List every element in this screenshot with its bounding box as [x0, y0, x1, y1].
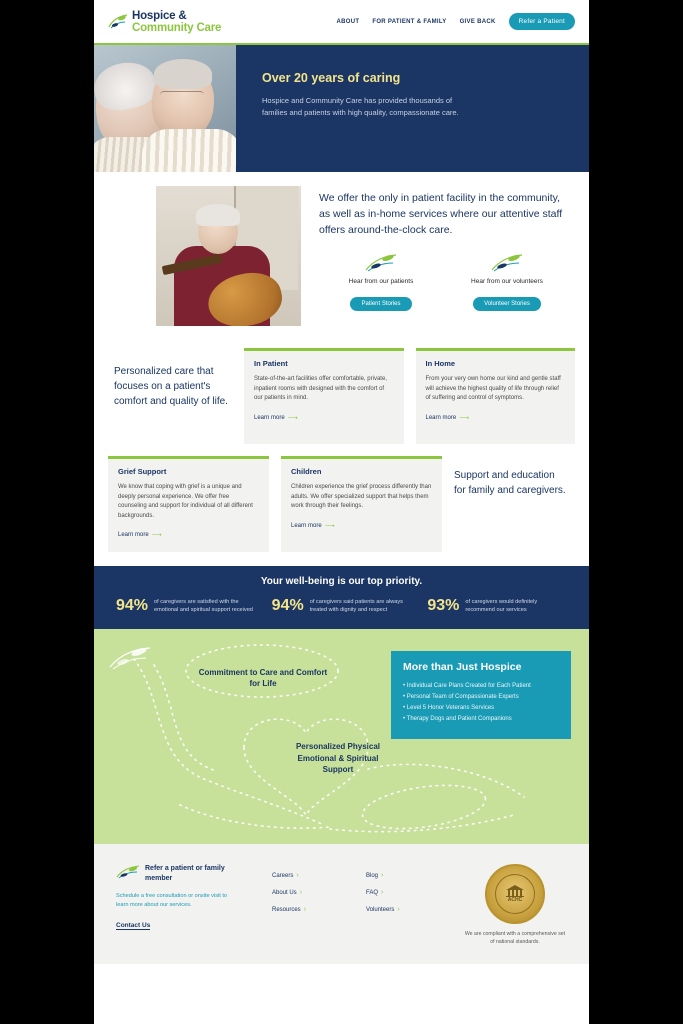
site-header [94, 0, 589, 45]
more-than-just-hospice-box [391, 651, 571, 739]
refer-a-patient-button[interactable]: Refer a Patient [509, 13, 575, 30]
hero-photo-elderly-couple [94, 45, 236, 172]
hero-copy [236, 45, 589, 172]
box-title: More than Just Hospice [403, 661, 522, 673]
seal-inner [495, 874, 535, 914]
card-body: Children experience the grief process differently than adults. We offer specialized support that helps them work through their feelings. [291, 484, 432, 509]
arrow-right-icon: ⟶ [287, 414, 298, 422]
volunteer-stories-label: Hear from our volunteers [471, 278, 543, 285]
logo-line-1: Hospice & [132, 9, 187, 22]
learn-more-label: Learn more [254, 414, 285, 421]
intro-cta-row [319, 252, 573, 311]
footer-refer-note: Schedule a free consultation or onsite visit to learn more about our services. [116, 893, 228, 908]
chevron-right-icon: › [381, 872, 384, 879]
card-body: From your very own home our kind and gentle staff will achieve the highest quality of life through relief of suffering and control of symptoms. [425, 376, 561, 401]
stat-text: of caregivers are satisfied with the emotional and spiritual support received [154, 599, 253, 613]
learn-more-label: Learn more [291, 522, 322, 529]
leaf-swoosh-icon [108, 645, 152, 676]
contact-us-link[interactable]: Contact Us [116, 922, 151, 929]
footer-link-label: FAQ [366, 889, 379, 896]
intro-text-block [319, 186, 573, 326]
arrow-right-icon: ⟶ [459, 414, 470, 422]
logo-line-2: Community Care [132, 21, 222, 34]
nav-item-for-patient-and-family[interactable]: FOR PATIENT & FAMILY [372, 18, 447, 25]
learn-more-link[interactable] [118, 531, 162, 539]
footer-refer-title: Refer a patient or family member [145, 865, 225, 882]
stats-title: Your well-being is our top priority. [260, 576, 423, 587]
footer-link-faq[interactable] [366, 889, 432, 896]
card-title: Children [291, 467, 322, 476]
card-in-patient[interactable] [244, 348, 404, 444]
card-title: Grief Support [118, 467, 167, 476]
stat-value: 94% [271, 597, 304, 614]
box-list-item: • Level 5 Honor Veterans Services [403, 703, 559, 714]
seal-text: ACHC [507, 897, 523, 903]
footer-link-blog[interactable] [366, 872, 432, 879]
card-title: In Patient [254, 359, 288, 368]
site-logo[interactable] [108, 10, 221, 34]
chevron-right-icon: › [299, 889, 303, 896]
learn-more-label: Learn more [118, 532, 149, 538]
building-icon [505, 885, 525, 897]
card-in-home[interactable] [416, 348, 576, 444]
stat-text: of caregivers would definitely recommend our services [465, 599, 538, 613]
chevron-right-icon: › [397, 906, 400, 913]
learn-more-label: Learn more [425, 414, 457, 421]
stat-text: of caregivers said patients are always treated with dignity and respect [309, 599, 403, 613]
card-body: We know that coping with grief is a unique and deeply personal experience. We offer free counseling and support for individual of all different backgrounds. [118, 484, 253, 519]
nav-item-about[interactable]: ABOUT [336, 18, 360, 25]
nav-item-give-back[interactable]: GIVE BACK [459, 18, 496, 25]
intro-photo-man-with-guitar [156, 186, 301, 326]
achc-seal-icon [485, 864, 545, 924]
site-footer [94, 844, 589, 964]
intro-section [94, 172, 589, 342]
care-section [94, 342, 589, 450]
card-title: In Home [425, 359, 456, 368]
stat-item [427, 597, 567, 615]
logo-text [132, 10, 221, 34]
hero-banner [94, 45, 589, 172]
learn-more-link[interactable] [426, 414, 470, 422]
stat-item [116, 597, 256, 615]
care-section-heading: Personalized care that focuses on a patient's comfort and quality of life. [114, 366, 228, 407]
card-grief-support[interactable] [108, 456, 269, 552]
volunteer-stories-button[interactable]: Volunteer Stories [473, 297, 541, 311]
footer-refer-column [116, 864, 236, 938]
hero-subtitle: Hospice and Community Care has provided thousands of families and patients with high quality, compassionate care. [262, 96, 459, 117]
arrow-right-icon: ⟶ [324, 522, 335, 530]
webpage-root [94, 0, 589, 1024]
stats-row [94, 597, 589, 615]
footer-link-label: About Us [272, 889, 297, 896]
box-list [403, 681, 559, 725]
stat-value: 93% [427, 597, 460, 614]
footer-accreditation [463, 864, 567, 945]
stats-section [94, 566, 589, 629]
leaf-swoosh-icon [116, 864, 140, 885]
footer-link-careers[interactable] [272, 872, 338, 879]
footer-link-resources[interactable] [272, 906, 338, 913]
footer-links-column-1 [272, 864, 338, 938]
volunteer-stories-cta [459, 252, 555, 311]
footer-link-label: Careers [272, 872, 294, 879]
footer-links-column-2 [366, 864, 432, 938]
learn-more-link[interactable] [291, 522, 335, 530]
chevron-right-icon: › [303, 906, 307, 913]
card-children[interactable] [281, 456, 442, 552]
main-navigation [337, 13, 575, 30]
hero-title: Over 20 years of caring [262, 71, 401, 85]
leaf-swoosh-icon [459, 252, 555, 274]
card-body: State-of-the-art facilities offer comfortable, private, inpatient rooms with designed with the comfort of our patients in mind. [254, 376, 387, 401]
leaf-swoosh-icon [333, 252, 429, 274]
seal-note: We are compliant with a comprehensive set of national standards. [464, 931, 566, 945]
arrow-right-icon: ⟶ [151, 532, 162, 539]
intro-heading: We offer the only in patient facility in the community, as well as in-home services where our attentive staff offers around-the-clock care. [319, 192, 563, 236]
learn-more-link[interactable] [254, 414, 298, 422]
patient-stories-label: Hear from our patients [348, 278, 414, 285]
green-graphic-section [94, 629, 589, 844]
green-text-personalized-support: Personalized Physical Emotional & Spiritual Support [295, 742, 381, 774]
footer-link-about-us[interactable] [272, 889, 338, 896]
box-list-item: • Therapy Dogs and Patient Companions [403, 714, 559, 725]
footer-link-volunteers[interactable] [366, 906, 432, 913]
stat-item [272, 597, 412, 615]
footer-link-label: Volunteers [366, 906, 395, 913]
footer-link-label: Blog [366, 872, 379, 879]
footer-link-label: Resources [272, 906, 301, 913]
leaf-swoosh-icon [108, 13, 128, 31]
chevron-right-icon: › [296, 872, 299, 879]
patient-stories-cta [333, 252, 429, 311]
box-list-item: • Individual Care Plans Created for Each Patient [403, 681, 559, 692]
green-text-commitment: Commitment to Care and Comfort for Life [198, 668, 328, 688]
patient-stories-button[interactable]: Patient Stories [350, 297, 411, 311]
chevron-right-icon: › [381, 889, 384, 896]
support-section [94, 450, 589, 566]
stat-value: 94% [116, 597, 149, 614]
box-list-item: • Personal Team of Compassionate Experts [403, 692, 559, 703]
support-section-heading: Support and education for family and caregivers. [454, 470, 566, 496]
footer-refer-block [116, 864, 236, 885]
